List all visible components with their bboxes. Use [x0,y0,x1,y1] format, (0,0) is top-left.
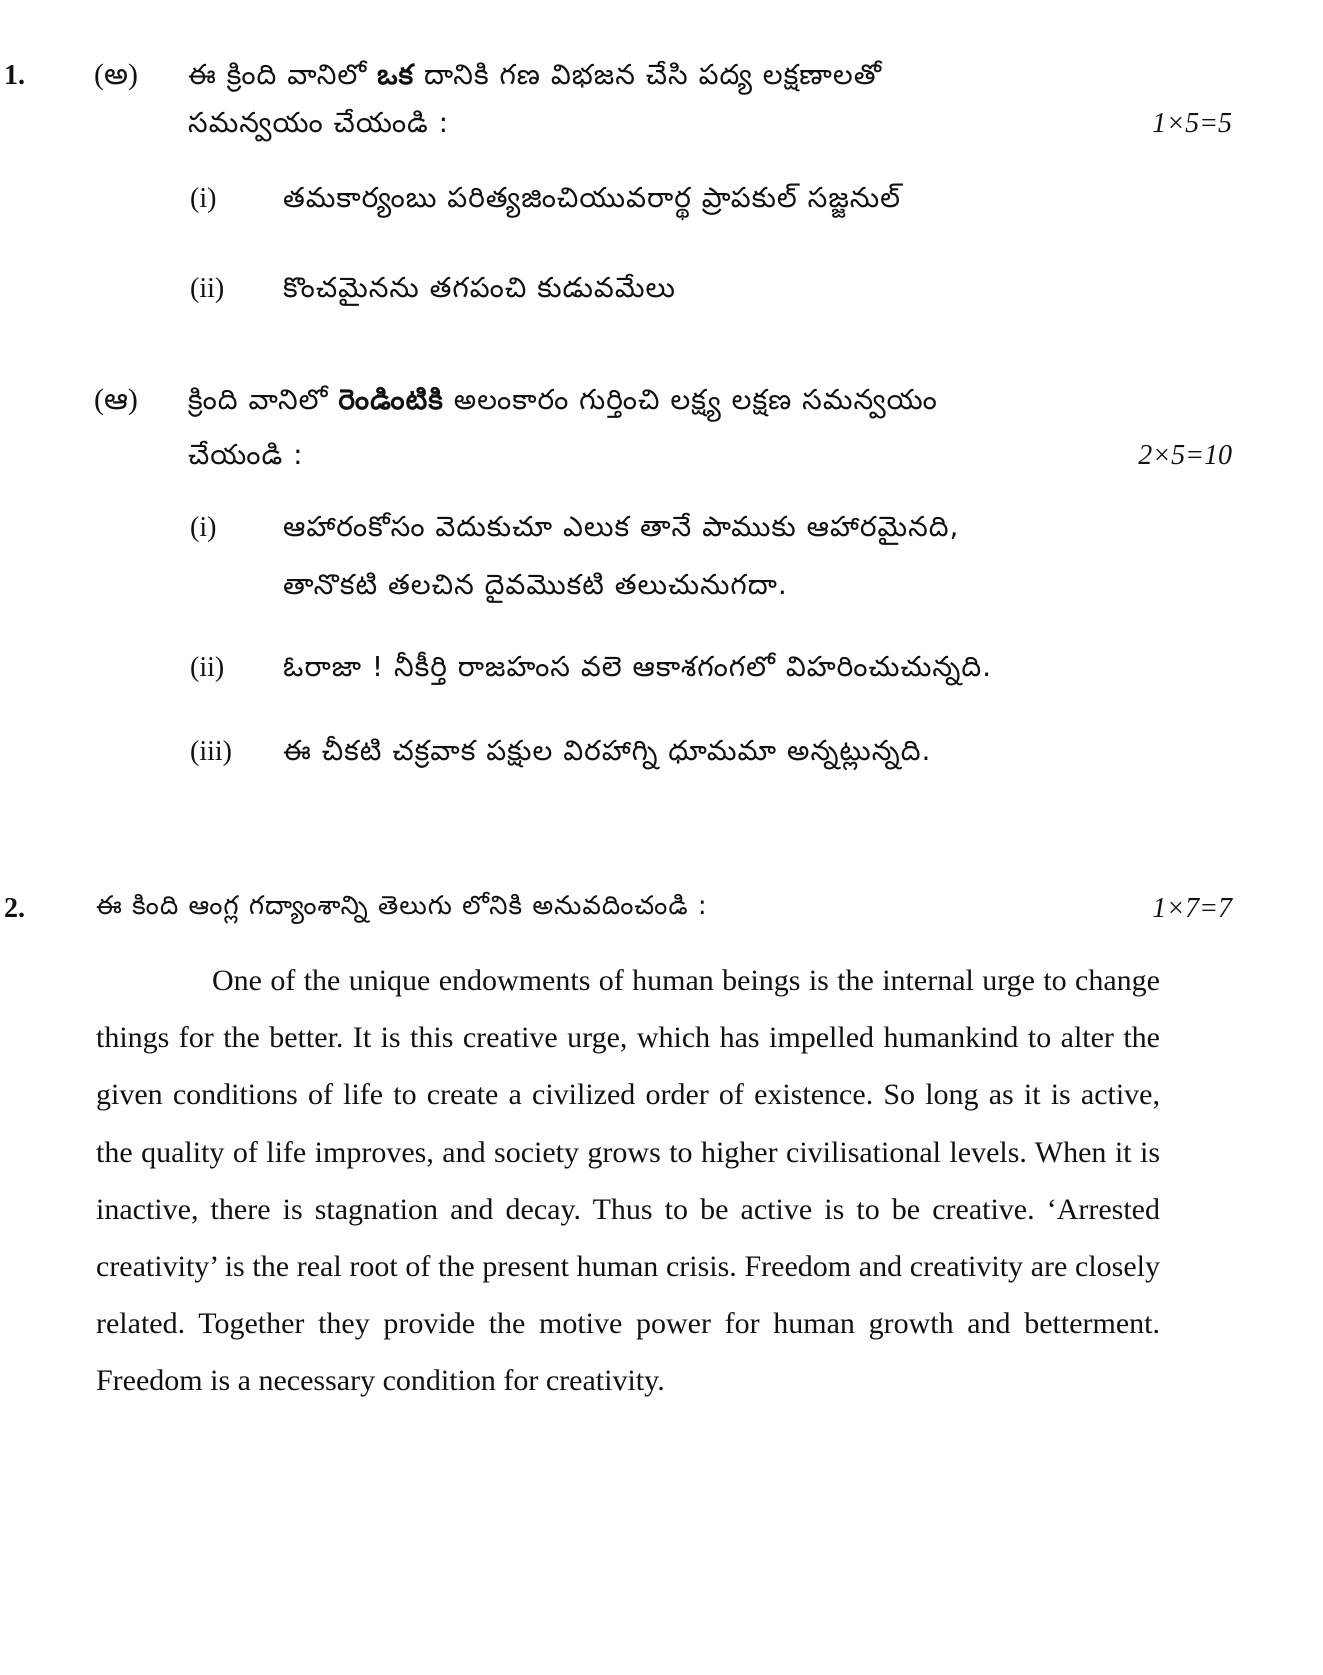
instruction-emphasis: ఒక [377,58,415,91]
part-b-label: (ఆ) [94,383,138,416]
item-text: కొంచమైనను తగపంచి కుడువమేలు [283,271,676,304]
part-a-instruction-line2: సమన్వయం చేయండి : [188,106,450,139]
item-text: తమకార్యంబు పరిత్యజించియువరార్థ ప్రాపకుల్ సజ్జనుల్ [283,181,902,214]
item-text-continued: తానొకటి తలచిన దైవమొకటి తలుచునుగదా. [283,568,788,601]
question-number: 1. [4,60,25,91]
question-number: 2. [4,893,25,924]
part-b-instruction-line2: చేయండి : [188,438,304,471]
part-a-instruction-line1 [188,58,882,98]
item-text: ఆహారంకోసం వెదుకుచూ ఎలుక తానే పాముకు ఆహారమైనది, [283,510,960,543]
passage [96,952,1160,1410]
item-text: ఓరాజా ! నీకీర్తి రాజహంస వలె ఆకాశగంగలో విహరించుచున్నది. [283,650,993,683]
instruction-text: ఈ క్రింది వానిలో [188,58,378,91]
instruction-text: క్రింది వానిలో [188,383,339,416]
item-text: ఈ చీకటి చక్రవాక పక్షుల విరహాగ్ని ధూమమా అన్నట్లున్నది. [283,734,932,767]
part-a-label: (అ) [94,58,138,91]
item-label: (i) [190,512,217,543]
item-label: (iii) [190,736,232,767]
instruction-emphasis: రెండింటికి [338,383,444,416]
item-label: (i) [190,183,217,214]
item-label: (ii) [190,273,225,304]
instruction-text: దానికి గణ విభజన చేసి పద్య లక్షణాలతో [414,58,883,91]
part-b-instruction-line1 [188,383,938,423]
part-b-marks: 2×5=10 [1138,440,1232,471]
passage-text: One of the unique endowments of human beings is the internal urge to change things for the better. It is this creative urge, which has impelled humankind to alter the given conditions of life to create a civilized order of existence. So long as it is active, the quality of life improves, and society grows to higher civilisational levels. When it is inactive, there is stagnation and decay. Thus to be active is to be creative. ‘Arrested creativity’ is the real root of the present human crisis. Freedom and creativity are closely related. Together they provide the motive power for human growth and betterment. Freedom is a necessary condition for creativity. [96,964,1160,1398]
question-2-marks: 1×7=7 [1152,893,1232,924]
instruction-text: అలంకారం గుర్తించి లక్ష్య లక్షణ సమన్వయం [443,383,938,416]
item-label: (ii) [190,652,225,683]
question-2-instruction: ఈ కింది ఆంగ్ల గద్యాంశాన్ని తెలుగు లోనికి అనువదించండి : [96,891,708,921]
part-a-marks: 1×5=5 [1152,108,1232,139]
